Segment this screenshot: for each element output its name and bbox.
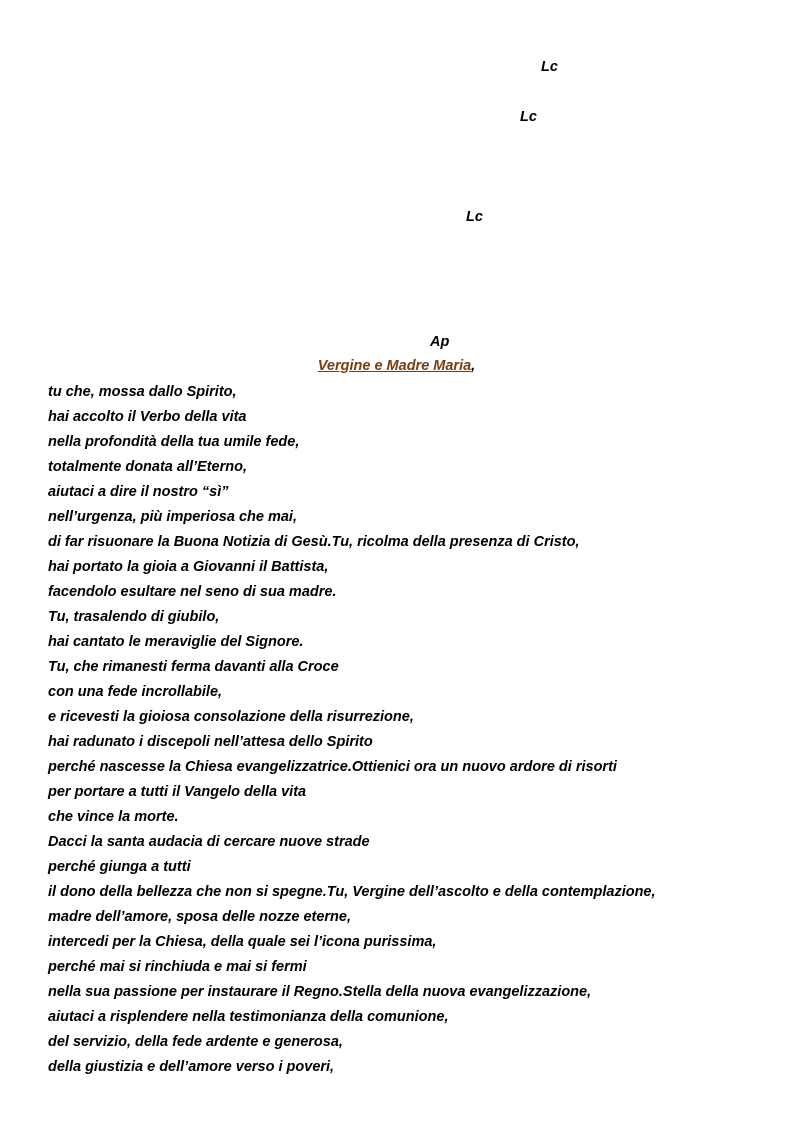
prayer-line: Dacci la santa audacia di cercare nuove strade xyxy=(48,834,370,850)
prayer-line: nella sua passione per instaurare il Regno.Stella della nuova evangelizzazione, xyxy=(48,984,592,1000)
prayer-line: nell’urgenza, più imperiosa che mai, xyxy=(48,509,297,525)
prayer-line: che vince la morte. xyxy=(48,809,179,825)
prayer-title-suffix: , xyxy=(471,358,476,374)
prayer-line: totalmente donata all’Eterno, xyxy=(48,459,247,475)
prayer-line: con una fede incrollabile, xyxy=(48,684,223,700)
prayer-title xyxy=(0,358,793,374)
prayer-line: il dono della bellezza che non si spegne.Tu, Vergine dell’ascolto e della contemplazione, xyxy=(48,884,656,900)
prayer-line: Tu, che rimanesti ferma davanti alla Croce xyxy=(48,659,339,675)
prayer-line: nella profondità della tua umile fede, xyxy=(48,434,300,450)
scripture-reference-4: Ap xyxy=(430,334,450,350)
scripture-reference-2: Lc xyxy=(520,109,537,125)
prayer-line: hai portato la gioia a Giovanni il Battista, xyxy=(48,559,329,575)
prayer-line: aiutaci a dire il nostro “sì” xyxy=(48,484,229,500)
prayer-line: intercedi per la Chiesa, della quale sei l’icona purissima, xyxy=(48,934,437,950)
prayer-title-link[interactable]: Vergine e Madre Maria xyxy=(317,358,472,374)
prayer-line: madre dell’amore, sposa delle nozze eterne, xyxy=(48,909,351,925)
prayer-line: hai cantato le meraviglie del Signore. xyxy=(48,634,304,650)
prayer-line: per portare a tutti il Vangelo della vita xyxy=(48,784,307,800)
prayer-line: del servizio, della fede ardente e generosa, xyxy=(48,1034,343,1050)
scripture-reference-3: Lc xyxy=(466,209,483,225)
prayer-line: perché giunga a tutti xyxy=(48,859,191,875)
prayer-line: della giustizia e dell’amore verso i poveri, xyxy=(48,1059,335,1075)
prayer-line: e ricevesti la gioiosa consolazione della risurrezione, xyxy=(48,709,414,725)
prayer-line: perché mai si rinchiuda e mai si fermi xyxy=(48,959,307,975)
prayer-line: hai radunato i discepoli nell’attesa dello Spirito xyxy=(48,734,373,750)
prayer-line: di far risuonare la Buona Notizia di Gesù.Tu, ricolma della presenza di Cristo, xyxy=(48,534,580,550)
prayer-text xyxy=(48,383,656,1083)
scripture-reference-1: Lc xyxy=(541,59,558,75)
prayer-line: hai accolto il Verbo della vita xyxy=(48,409,247,425)
prayer-line: Tu, trasalendo di giubilo, xyxy=(48,609,220,625)
prayer-line: perché nascesse la Chiesa evangelizzatrice.Ottienici ora un nuovo ardore di risorti xyxy=(48,759,617,775)
prayer-line: aiutaci a risplendere nella testimonianza della comunione, xyxy=(48,1009,449,1025)
prayer-line: tu che, mossa dallo Spirito, xyxy=(48,384,237,400)
prayer-line: facendolo esultare nel seno di sua madre. xyxy=(48,584,337,600)
